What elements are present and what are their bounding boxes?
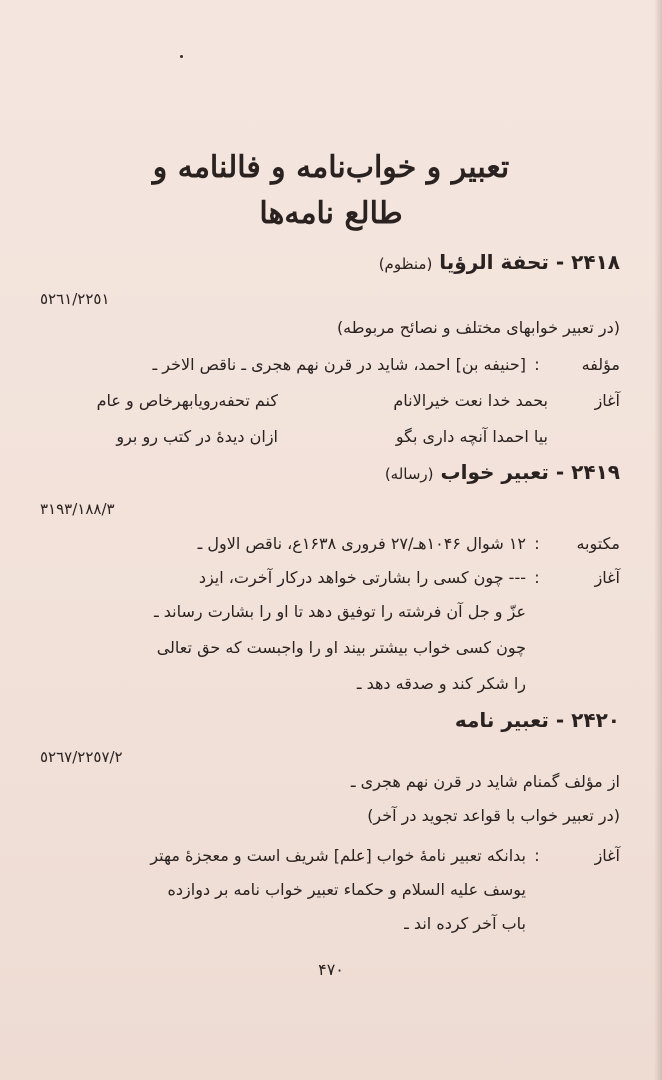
entry-note: (رساله): [384, 465, 434, 483]
field-colon: :: [534, 534, 540, 553]
title-line-1: تعبیر و خواب‌نامه و فالنامه و: [152, 150, 510, 185]
field-value: [حنیفه بن] احمد، شاید در قرن نهم هجری ـ ناقص الاخر ـ: [152, 355, 526, 374]
entry-line: از مؤلف گمنام شاید در قرن نهم هجری ـ: [350, 772, 620, 791]
entry-title: تحفة الرؤيا: [439, 250, 549, 274]
ink-dot: [180, 55, 183, 58]
entry-number: ۲۴۱۸ -: [555, 250, 620, 274]
entry-title: تعبیر خواب: [440, 460, 549, 484]
entry-line: (در تعبیر خوابهای مختلف و نصائح مربوطه): [336, 318, 620, 337]
entry-line: یوسف علیه السلام و حکماء تعبیر خواب نامه بر دوازده: [167, 880, 526, 899]
field-label: آغاز: [594, 391, 620, 410]
entry-note: (منظوم): [378, 255, 433, 273]
entry-heading-2418: [90, 250, 620, 274]
entry-ref-2419: ٣١٩٣/١٨٨/٣: [40, 500, 115, 518]
entry-line: را شکر کند و صدقه دهد ـ: [356, 674, 526, 693]
page-number: ۴۷۰: [318, 960, 344, 979]
field-value: --- چون کسی را بشارتی خواهد درکار آخرت، ایزد: [198, 568, 526, 587]
entry-number: ۲۴۱۹ -: [555, 460, 620, 484]
verse-hemistich: ازان دیدهٔ در کتب رو برو: [116, 427, 278, 446]
verse-hemistich: کنم تحفه‌رویابهرخاص و عام: [96, 391, 278, 410]
entry-line: [90, 391, 620, 410]
field-colon: :: [534, 568, 540, 587]
title-line-2: طالع نامه‌ها: [259, 196, 403, 231]
entry-line: [90, 534, 620, 553]
entry-line: [90, 355, 620, 374]
entry-heading-2420: [90, 708, 620, 732]
field-value: ۱۲ شوال ۱۰۴۶هـ/۲۷ فروری ۱۶۳۸ع، ناقص الاول ـ: [197, 534, 526, 553]
entry-line: عزّ و جل آن فرشته را توفیق دهد تا او را بشارت رساند ـ: [154, 602, 526, 621]
verse-hemistich: بیا احمدا آنچه داری بگو: [395, 427, 548, 446]
field-value: بدانکه تعبیر نامهٔ خواب [علم] شریف است و معجزهٔ مهتر: [150, 846, 526, 865]
entry-line: باب آخر کرده اند ـ: [404, 914, 526, 933]
page-edge-shadow: [654, 0, 662, 1080]
entry-ref-2418: ٥٢٦١/٢٢٥١: [40, 290, 110, 308]
entry-title: تعبیر نامه: [454, 708, 549, 732]
entry-line: (در تعبیر خواب با قواعد تجوید در آخر): [367, 806, 620, 825]
verse-hemistich: بحمد خدا نعت خیرالانام: [393, 391, 548, 410]
field-label: آغاز: [594, 846, 620, 865]
entry-number: ۲۴۲۰ -: [555, 708, 620, 732]
entry-heading-2419: [90, 460, 620, 484]
field-label: مؤلفه: [581, 355, 620, 374]
entry-line: چون کسی خواب بیشتر بیند او را واجبست که حق تعالی: [156, 638, 526, 657]
entry-line: [90, 846, 620, 865]
field-colon: :: [534, 846, 540, 865]
field-label: مکتوبه: [576, 534, 620, 553]
entry-line: [90, 568, 620, 587]
field-colon: :: [534, 355, 540, 374]
entry-ref-2420: ٥٢٦٧/٢٢٥٧/٢: [40, 748, 123, 766]
field-label: آغاز: [594, 568, 620, 587]
entry-line: [90, 427, 620, 446]
